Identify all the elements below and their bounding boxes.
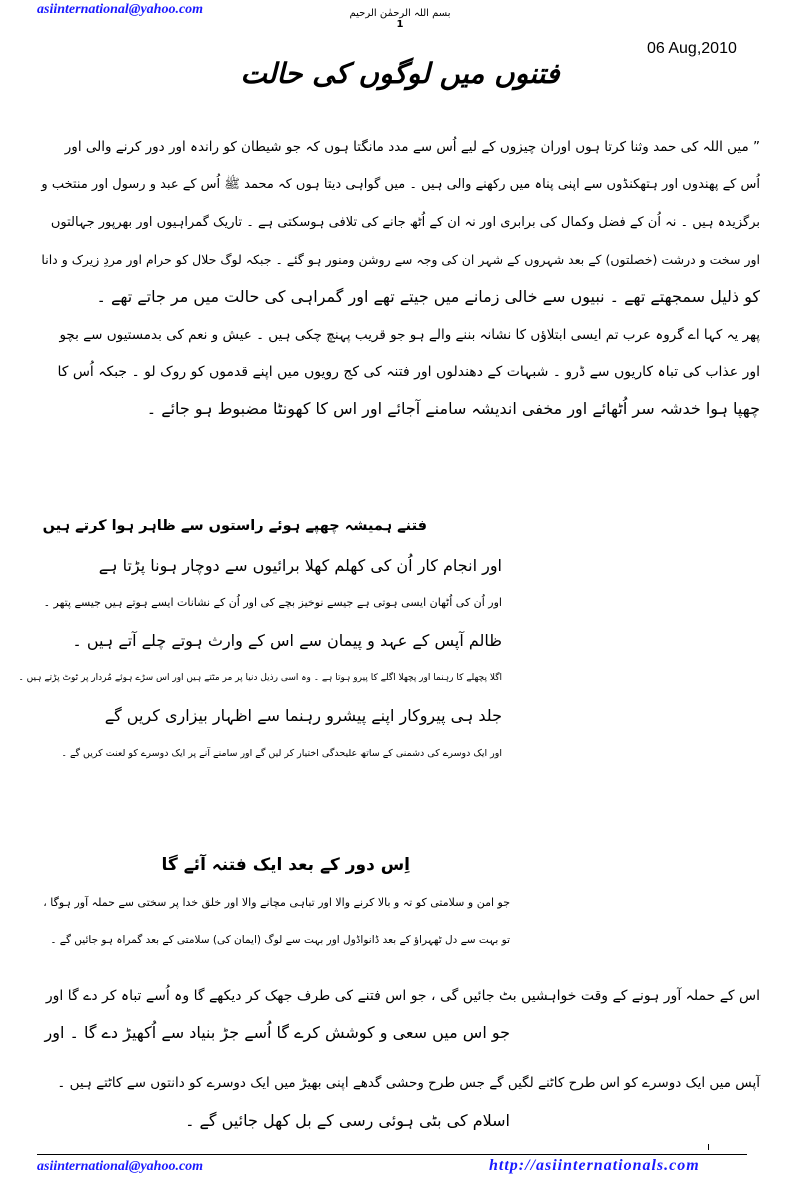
text-line: اور عذاب کی تباہ کاریوں سے ڈرو ۔ شبہات کے دھندلوں اور فتنہ کی کج رویوں میں اپنے قدموں کو روک لو ۔ جبکہ اُس کا [57, 364, 760, 380]
text-line: اس کے حملہ آور ہونے کے وقت خواہشیں بٹ جائیں گی ، جو اس فتنے کی طرف جھک کر دیکھے گا وہ اُسے تباہ کر دے گا اور [45, 988, 760, 1004]
text-line: ظالم آپس کے عہد و پیمان سے اس کے وارث ہوتے چلے آتے ہیں ۔ [72, 631, 502, 650]
footer-tick [708, 1144, 709, 1150]
text-line: اسلام کی بٹی ہوئی رسی کے بل کھل جائیں گے ۔ [185, 1111, 510, 1130]
footer-url-link[interactable]: http://asiinternationals.com [489, 1157, 700, 1174]
bismillah: بسم اللہ الرحمٰن الرحیم [349, 8, 451, 19]
section-heading: فتنے ہمیشہ چھپے ہوئے راستوں سے ظاہر ہوا کرتے ہیں [42, 518, 427, 534]
text-line: اور ایک دوسرے کی دشمنی کے ساتھ علیحدگی اختیار کر لیں گے اور سامنے آنے پر ایک دوسرے کو لعنت کریں گے ۔ [61, 748, 502, 759]
footer-divider [37, 1154, 747, 1155]
text-line: اور انجام کار اُن کی کھلم کھلا برائیوں سے دوچار ہونا پڑتا ہے [98, 556, 502, 575]
page-number: 1 [396, 19, 404, 30]
text-line: جلد ہی پیروکار اپنے پیشرو رہنما سے اظہار بیزاری کریں گے [104, 706, 502, 725]
document-date: 06 Aug,2010 [647, 40, 737, 57]
text-line: پھر یہ کہا اے گروہ عرب تم ایسی ابتلاؤں کا نشانہ بننے والے ہو جو قریب پہنچ چکی ہیں ۔ عیش و نعم کی بدمستیوں سے بچو [59, 327, 760, 343]
section-heading: اِس دور کے بعد ایک فتنہ آئے گا [161, 855, 410, 875]
text-line: اگلا پچھلے کا رہنما اور پچھلا اگلے کا پیرو ہوتا ہے ۔ وہ اسی رذیل دنیا پر مر مٹتے ہیں اور اس سڑے ہوئے مُردار پر ٹوٹ پڑتے ہیں ۔ [18, 673, 502, 683]
text-line: آپس میں ایک دوسرے کو اس طرح کاٹنے لگیں گے جس طرح وحشی گدھے اپنی بھیڑ میں ایک دوسرے کو دانتوں سے کاٹتے ہیں ۔ [57, 1075, 760, 1091]
text-line: اُس کے پھندوں اور ہتھکنڈوں سے اپنی پناہ میں رکھنے والی ہیں ۔ میں گواہی دیتا ہوں کہ محمد ﷺ اُس کے عبد و رسول اور منتخب و [41, 177, 760, 192]
footer-email[interactable]: asiinternational@yahoo.com [37, 1159, 204, 1174]
text-line: چھپا ہوا خدشہ سر اُٹھائے اور مخفی اندیشہ سامنے آجائے اور اس کا کھونٹا مضبوط ہو جائے ۔ [146, 399, 760, 418]
text-line: جو امن و سلامتی کو تہ و بالا کرنے والا اور تباہی مچانے والا اور خلق خدا پر سختی سے حملہ آور ہوگا ، [43, 896, 510, 909]
header-email[interactable]: asiinternational@yahoo.com [37, 2, 204, 17]
text-line: ” میں اللہ کی حمد وثنا کرتا ہوں اوران چیزوں کے لیے اُس سے مدد مانگتا ہوں کہ جو شیطان کو راندہ اور دور کرنے والی اور [64, 139, 760, 155]
text-line: تو بہت سے دل ٹھہراؤ کے بعد ڈانواڈول اور بہت سے لوگ (ایمان کی) سلامتی کے بعد گمراہ ہو جائیں گے ۔ [50, 934, 510, 946]
text-line: برگزیدہ ہیں ۔ نہ اُن کے فضل وکمال کی برابری اور نہ ان کے اُٹھ جانے کی تلافی ہوسکتی ہے ۔ تاریک گمراہیوں اور بھرپور جہالتوں [50, 215, 760, 230]
text-line: اور سخت و درشت (خصلتوں) کے بعد شہروں کے شہر ان کی وجہ سے روشن ومنور ہو گئے ۔ جبکہ لوگ حلال کو حرام اور مردِ زیرک و دانا [41, 252, 760, 267]
page-title: فتنوں میں لوگوں کی حالت [240, 57, 560, 90]
text-line: جو اس میں سعی و کوشش کرے گا اُسے جڑ بنیاد سے اُکھیڑ دے گا ۔ اور [44, 1023, 510, 1042]
text-line: اور اُن کی اُٹھان ایسی ہوتی ہے جیسے نوخیز بچے کی اور اُن کے نشانات ایسے ہوتے ہیں جیسے پتھر ۔ [43, 596, 502, 609]
text-line: کو ذلیل سمجھتے تھے ۔ نبیوں سے خالی زمانے میں جیتے تھے اور گمراہی کی حالت میں مر جاتے تھے ۔ [96, 287, 760, 306]
